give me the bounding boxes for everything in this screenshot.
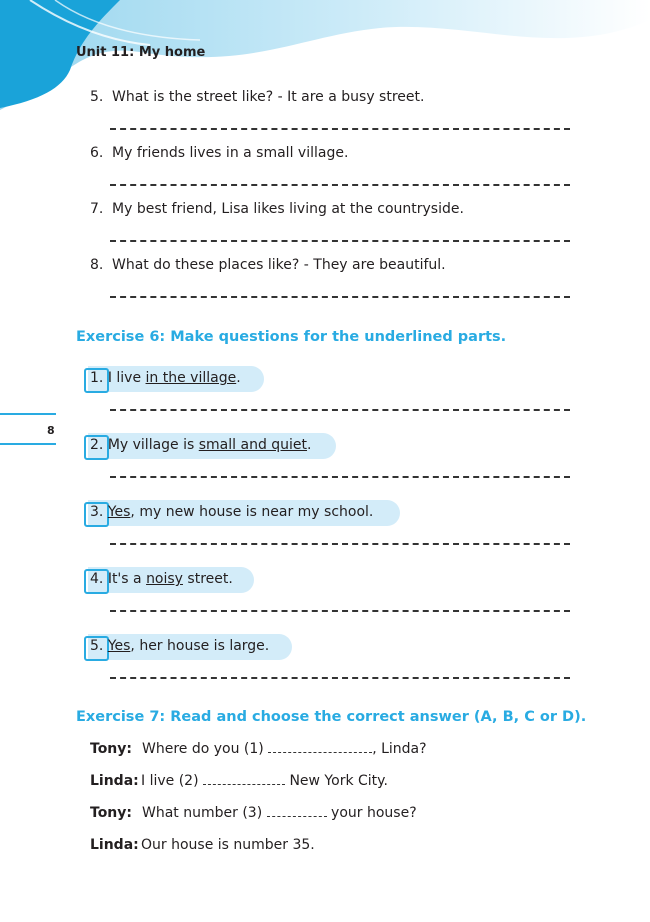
item-number: 5. xyxy=(90,638,104,654)
question-text xyxy=(90,370,241,386)
question-item xyxy=(84,634,292,660)
item-number: 6. xyxy=(90,145,104,161)
item-number: 4. xyxy=(90,571,104,587)
dialogue-text: your house? xyxy=(326,805,417,821)
text-after: . xyxy=(236,370,241,386)
text-after: , my new house is near my school. xyxy=(130,504,374,520)
answer-line[interactable] xyxy=(110,610,570,612)
list-item xyxy=(90,201,464,217)
text-after: street. xyxy=(182,571,233,587)
item-number: 3. xyxy=(90,504,104,520)
question-item xyxy=(84,500,400,526)
text-before: I live xyxy=(107,370,146,386)
item-number: 7. xyxy=(90,201,104,217)
underlined-part: noisy xyxy=(146,571,183,587)
page-number: 8 xyxy=(47,424,55,437)
answer-line[interactable] xyxy=(110,409,570,411)
list-item xyxy=(90,89,424,105)
dialogue-text: I live (2) xyxy=(141,773,203,789)
exercise-6-title: Exercise 6: Make questions for the underlined parts. xyxy=(76,329,507,345)
text-before: It's a xyxy=(107,571,147,587)
answer-line[interactable] xyxy=(110,240,570,242)
text-after: . xyxy=(307,437,312,453)
text-after: , her house is large. xyxy=(130,638,270,654)
blank-3[interactable] xyxy=(267,806,327,817)
text-before: My village is xyxy=(107,437,199,453)
speaker-name: Linda: xyxy=(90,837,139,853)
list-item xyxy=(90,257,446,273)
underlined-part: in the village xyxy=(145,370,237,386)
item-text: What is the street like? - It are a busy street. xyxy=(112,89,425,105)
dialogue-line xyxy=(90,837,315,853)
item-number: 2. xyxy=(90,437,104,453)
page-number-rule-bottom xyxy=(0,443,56,445)
speaker-name: Tony: xyxy=(90,805,132,821)
answer-line[interactable] xyxy=(110,128,570,130)
item-text: My friends lives in a small village. xyxy=(112,145,349,161)
question-text xyxy=(90,504,373,520)
question-item xyxy=(84,567,254,593)
dialogue-line xyxy=(90,805,417,821)
dialogue-text: Where do you (1) xyxy=(142,741,269,757)
speaker-name: Linda: xyxy=(90,773,139,789)
speaker-name: Tony: xyxy=(90,741,132,757)
underlined-part: small and quiet xyxy=(198,437,308,453)
item-number: 1. xyxy=(90,370,104,386)
exercise-7-title: Exercise 7: Read and choose the correct answer (A, B, C or D). xyxy=(76,709,587,725)
answer-line[interactable] xyxy=(110,476,570,478)
unit-title: Unit 11: My home xyxy=(76,45,206,60)
blank-1[interactable] xyxy=(268,742,372,753)
question-text xyxy=(90,571,233,587)
list-item xyxy=(90,145,348,161)
dialogue-line xyxy=(90,741,427,757)
page-number-rule-top xyxy=(0,413,56,415)
answer-line[interactable] xyxy=(110,543,570,545)
item-number: 5. xyxy=(90,89,104,105)
underlined-part: Yes xyxy=(107,504,131,520)
item-text: What do these places like? - They are beautiful. xyxy=(112,257,446,273)
blank-2[interactable] xyxy=(203,774,285,785)
item-text: My best friend, Lisa likes living at the countryside. xyxy=(112,201,464,217)
dialogue-text: Our house is number 35. xyxy=(141,837,315,853)
answer-line[interactable] xyxy=(110,296,570,298)
answer-line[interactable] xyxy=(110,677,570,679)
item-number: 8. xyxy=(90,257,104,273)
question-text xyxy=(90,638,269,654)
question-item xyxy=(84,433,336,459)
underlined-part: Yes xyxy=(107,638,131,654)
dialogue-text: New York City. xyxy=(285,773,388,789)
dialogue-text: What number (3) xyxy=(142,805,267,821)
dialogue-line xyxy=(90,773,388,789)
answer-line[interactable] xyxy=(110,184,570,186)
question-text xyxy=(90,437,311,453)
dialogue-text: , Linda? xyxy=(372,741,427,757)
question-item xyxy=(84,366,264,392)
